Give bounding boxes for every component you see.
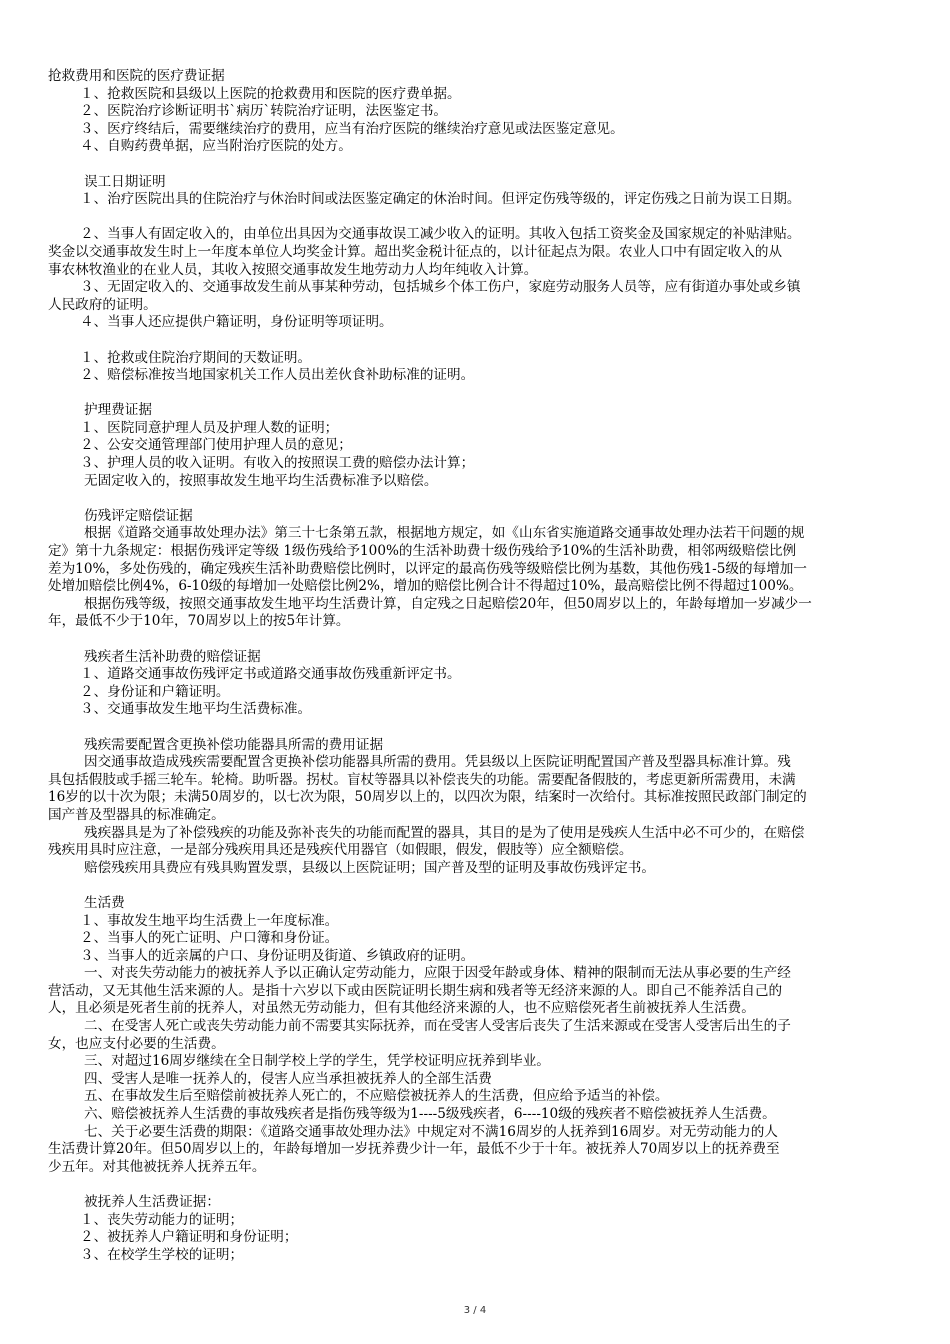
document-body bbox=[48, 68, 908, 1264]
text-line: 残疾器具是为了补偿残疾的功能及弥补丧失的功能而配置的器具，其目的是为了使用是残疾人生活中必不可少的，在赔偿 bbox=[84, 824, 805, 841]
text-line: 奖金以交通事故发生时上一年度本单位人均奖金计算。超出奖金税计征点的，以计征起点为限。农业人口中有固定收入的从 bbox=[48, 243, 783, 260]
text-line: １、丧失劳动能力的证明； bbox=[80, 1211, 244, 1228]
blank-line bbox=[48, 332, 908, 350]
text-line: ３、当事人的近亲属的户口、身份证明及街道、乡镇政府的证明。 bbox=[80, 947, 475, 964]
text-line: １、治疗医院出具的住院治疗与休治时间或法医鉴定确定的休治时间。但评定伤残等级的，评定伤残之日前为误工日期。 bbox=[80, 191, 801, 208]
blank-line bbox=[48, 719, 908, 737]
text-line: 护理费证据 bbox=[84, 402, 152, 419]
text-line: 抢救费用和医院的医疗费证据 bbox=[48, 68, 225, 84]
text-line: 生活费 bbox=[84, 894, 125, 911]
text-line: 生活费计算20年。但50周岁以上的，年龄每增加一岁抚养费少计一年，最低不少于十年。被抚养人70周岁以上的抚养费至 bbox=[48, 1141, 780, 1158]
text-line: 残疾需要配置含更换补偿功能器具所需的费用证据 bbox=[84, 736, 384, 753]
text-line: 无固定收入的，按照事故发生地平均生活费标准予以赔偿。 bbox=[84, 472, 438, 489]
text-line: １、抢救医院和县级以上医院的抢救费用和医院的医疗费单据。 bbox=[80, 85, 461, 102]
text-line: 四、受害人是唯一抚养人的，侵害人应当承担被抚养人的全部生活费 bbox=[84, 1070, 492, 1087]
text-line: １、事故发生地平均生活费上一年度标准。 bbox=[80, 912, 339, 929]
text-line: 差为10%，多处伤残的，确定残疾生活补助费赔偿比例时，以评定的最高伤残等级赔偿比例为基数，其他伤残1-5级的每增加一 bbox=[48, 560, 807, 577]
text-line: 年，最低不少于10年，70周岁以上的按5年计算。 bbox=[48, 613, 350, 630]
text-line: 因交通事故造成残疾需要配置含更换补偿功能器具所需的费用。凭县级以上医院证明配置国产普及型器具标准计算。残 bbox=[84, 754, 791, 771]
text-line: １、医院同意护理人员及护理人数的证明； bbox=[80, 419, 339, 436]
text-line: 赔偿残疾用具费应有残具购置发票，县级以上医院证明；国产普及型的证明及事故伤残评定书。 bbox=[84, 859, 655, 876]
text-line: 事农林牧渔业的在业人员，其收入按照交通事故发生地劳动力人均年纯收入计算。 bbox=[48, 261, 538, 278]
text-line: ２、当事人有固定收入的，由单位出具因为交通事故误工减少收入的证明。其收入包括工资奖金及国家规定的补贴津贴。 bbox=[80, 226, 801, 243]
text-line: １、抢救或住院治疗期间的天数证明。 bbox=[80, 349, 312, 366]
text-line: 残疾者生活补助费的赔偿证据 bbox=[84, 648, 261, 665]
blank-line bbox=[48, 490, 908, 508]
text-line: 伤残评定赔偿证据 bbox=[84, 507, 193, 524]
text-line: 人民政府的证明。 bbox=[48, 296, 157, 313]
blank-line bbox=[48, 209, 908, 227]
page-number: 3 / 4 bbox=[463, 1305, 487, 1316]
text-line: 具包括假肢或手摇三轮车。轮椅。助听器。拐杖。盲杖等器具以补偿丧失的功能。需要配备假肢的，考虑更新所需费用，未满 bbox=[48, 771, 796, 788]
text-line: ３、医疗终结后，需要继续治疗的费用，应当有治疗医院的继续治疗意见或法医鉴定意见。 bbox=[80, 120, 624, 137]
text-line: ４、自购药费单据，应当附治疗医院的处方。 bbox=[80, 138, 352, 155]
text-line: 三、对超过16周岁继续在全日制学校上学的学生，凭学校证明应抚养到毕业。 bbox=[84, 1053, 550, 1070]
text-line: 二、在受害人死亡或丧失劳动能力前不需要其实际抚养，而在受害人受害后丧失了生活来源或在受害人受害后出生的子 bbox=[84, 1018, 791, 1035]
text-line: 五、在事故发生后至赔偿前被抚养人死亡的，不应赔偿被抚养人的生活费，但应给予适当的补偿。 bbox=[84, 1088, 669, 1105]
text-line: 处增加赔偿比例4%，6-10级的每增加一处赔偿比例2%，增加的赔偿比例合计不得超过10%，最高赔偿比例不得超过100%。 bbox=[48, 578, 803, 595]
blank-line bbox=[48, 877, 908, 895]
text-line: ２、当事人的死亡证明、户口簿和身份证。 bbox=[80, 930, 339, 947]
blank-line bbox=[48, 156, 908, 174]
text-line: 根据伤残等级，按照交通事故发生地平均生活费计算，自定残之日起赔偿20年，但50周岁以上的，年龄每增加一岁减少一 bbox=[84, 595, 812, 612]
text-line: ３、在校学生学校的证明； bbox=[80, 1246, 244, 1263]
text-line: ４、当事人还应提供户籍证明，身份证明等项证明。 bbox=[80, 314, 393, 331]
text-line: 国产普及型器具的标准确定。 bbox=[48, 806, 225, 823]
text-line: 六、赔偿被抚养人生活费的事故残疾者是指伤残等级为1----5级残疾者，6----10级的残疾者不赔偿被抚养人生活费。 bbox=[84, 1106, 776, 1123]
text-line: ２、赔偿标准按当地国家机关工作人员出差伙食补助标准的证明。 bbox=[80, 367, 475, 384]
text-line: ２、公安交通管理部门使用护理人员的意见； bbox=[80, 437, 352, 454]
text-line: 少五年。对其他被抚养人抚养五年。 bbox=[48, 1158, 266, 1175]
text-line: 营活动，又无其他生活来源的人。是指十六岁以下或由医院证明长期生病和残者等无经济来源的人。即自己不能养活自己的 bbox=[48, 982, 783, 999]
text-line: 一、对丧失劳动能力的被抚养人予以正确认定劳动能力，应限于因受年龄或身体、精神的限制而无法从事必要的生产经 bbox=[84, 965, 791, 982]
text-line: 人，且必须是死者生前的抚养人，对虽然无劳动能力，但有其他经济来源的人，也不应赔偿死者生前被抚养人生活费。 bbox=[48, 1000, 755, 1017]
text-line: ２、医院治疗诊断证明书`病历`转院治疗证明，法医鉴定书。 bbox=[80, 103, 448, 120]
text-line: 女，也应支付必要的生活费。 bbox=[48, 1035, 225, 1052]
text-line: 残疾用具时应注意，一是部分残疾用具还是残疾代用器官（如假眼，假发，假肢等）应全额赔偿。 bbox=[48, 842, 633, 859]
text-line: 误工日期证明 bbox=[84, 173, 166, 190]
text-line: ２、被抚养人户籍证明和身份证明； bbox=[80, 1229, 298, 1246]
text-line: 七、关于必要生活费的期限：《道路交通事故处理办法》中规定对不满16周岁的人抚养到16周岁。对无劳动能力的人 bbox=[84, 1123, 778, 1140]
text-line: 定》第十九条规定：根据伤残评定等级 1级伤残给予100%的生活补助费十级伤残给予10%的生活补助费，相邻两级赔偿比例 bbox=[48, 543, 797, 560]
text-line: 被抚养人生活费证据： bbox=[84, 1194, 220, 1210]
text-line: ３、护理人员的收入证明。有收入的按照误工费的赔偿办法计算； bbox=[80, 455, 475, 472]
text-line: ３、无固定收入的、交通事故发生前从事某种劳动，包括城乡个体工伤户，家庭劳动服务人员等，应有街道办事处或乡镇 bbox=[80, 279, 801, 296]
text-line: １、道路交通事故伤残评定书或道路交通事故伤残重新评定书。 bbox=[80, 666, 461, 683]
blank-line bbox=[48, 385, 908, 403]
blank-line bbox=[48, 1176, 908, 1194]
blank-line bbox=[48, 631, 908, 649]
text-line: 根据《道路交通事故处理办法》第三十七条第五款，根据地方规定，如《山东省实施道路交通事故处理办法若干问题的规 bbox=[84, 525, 805, 542]
text-line: ２、身份证和户籍证明。 bbox=[80, 683, 230, 700]
text-line: 16岁的以十次为限；未满50周岁的，以七次为限，50周岁以上的，以四次为限，结案时一次给付。其标准按照民政部门制定的 bbox=[48, 789, 807, 806]
text-line: ３、交通事故发生地平均生活费标准。 bbox=[80, 701, 312, 718]
